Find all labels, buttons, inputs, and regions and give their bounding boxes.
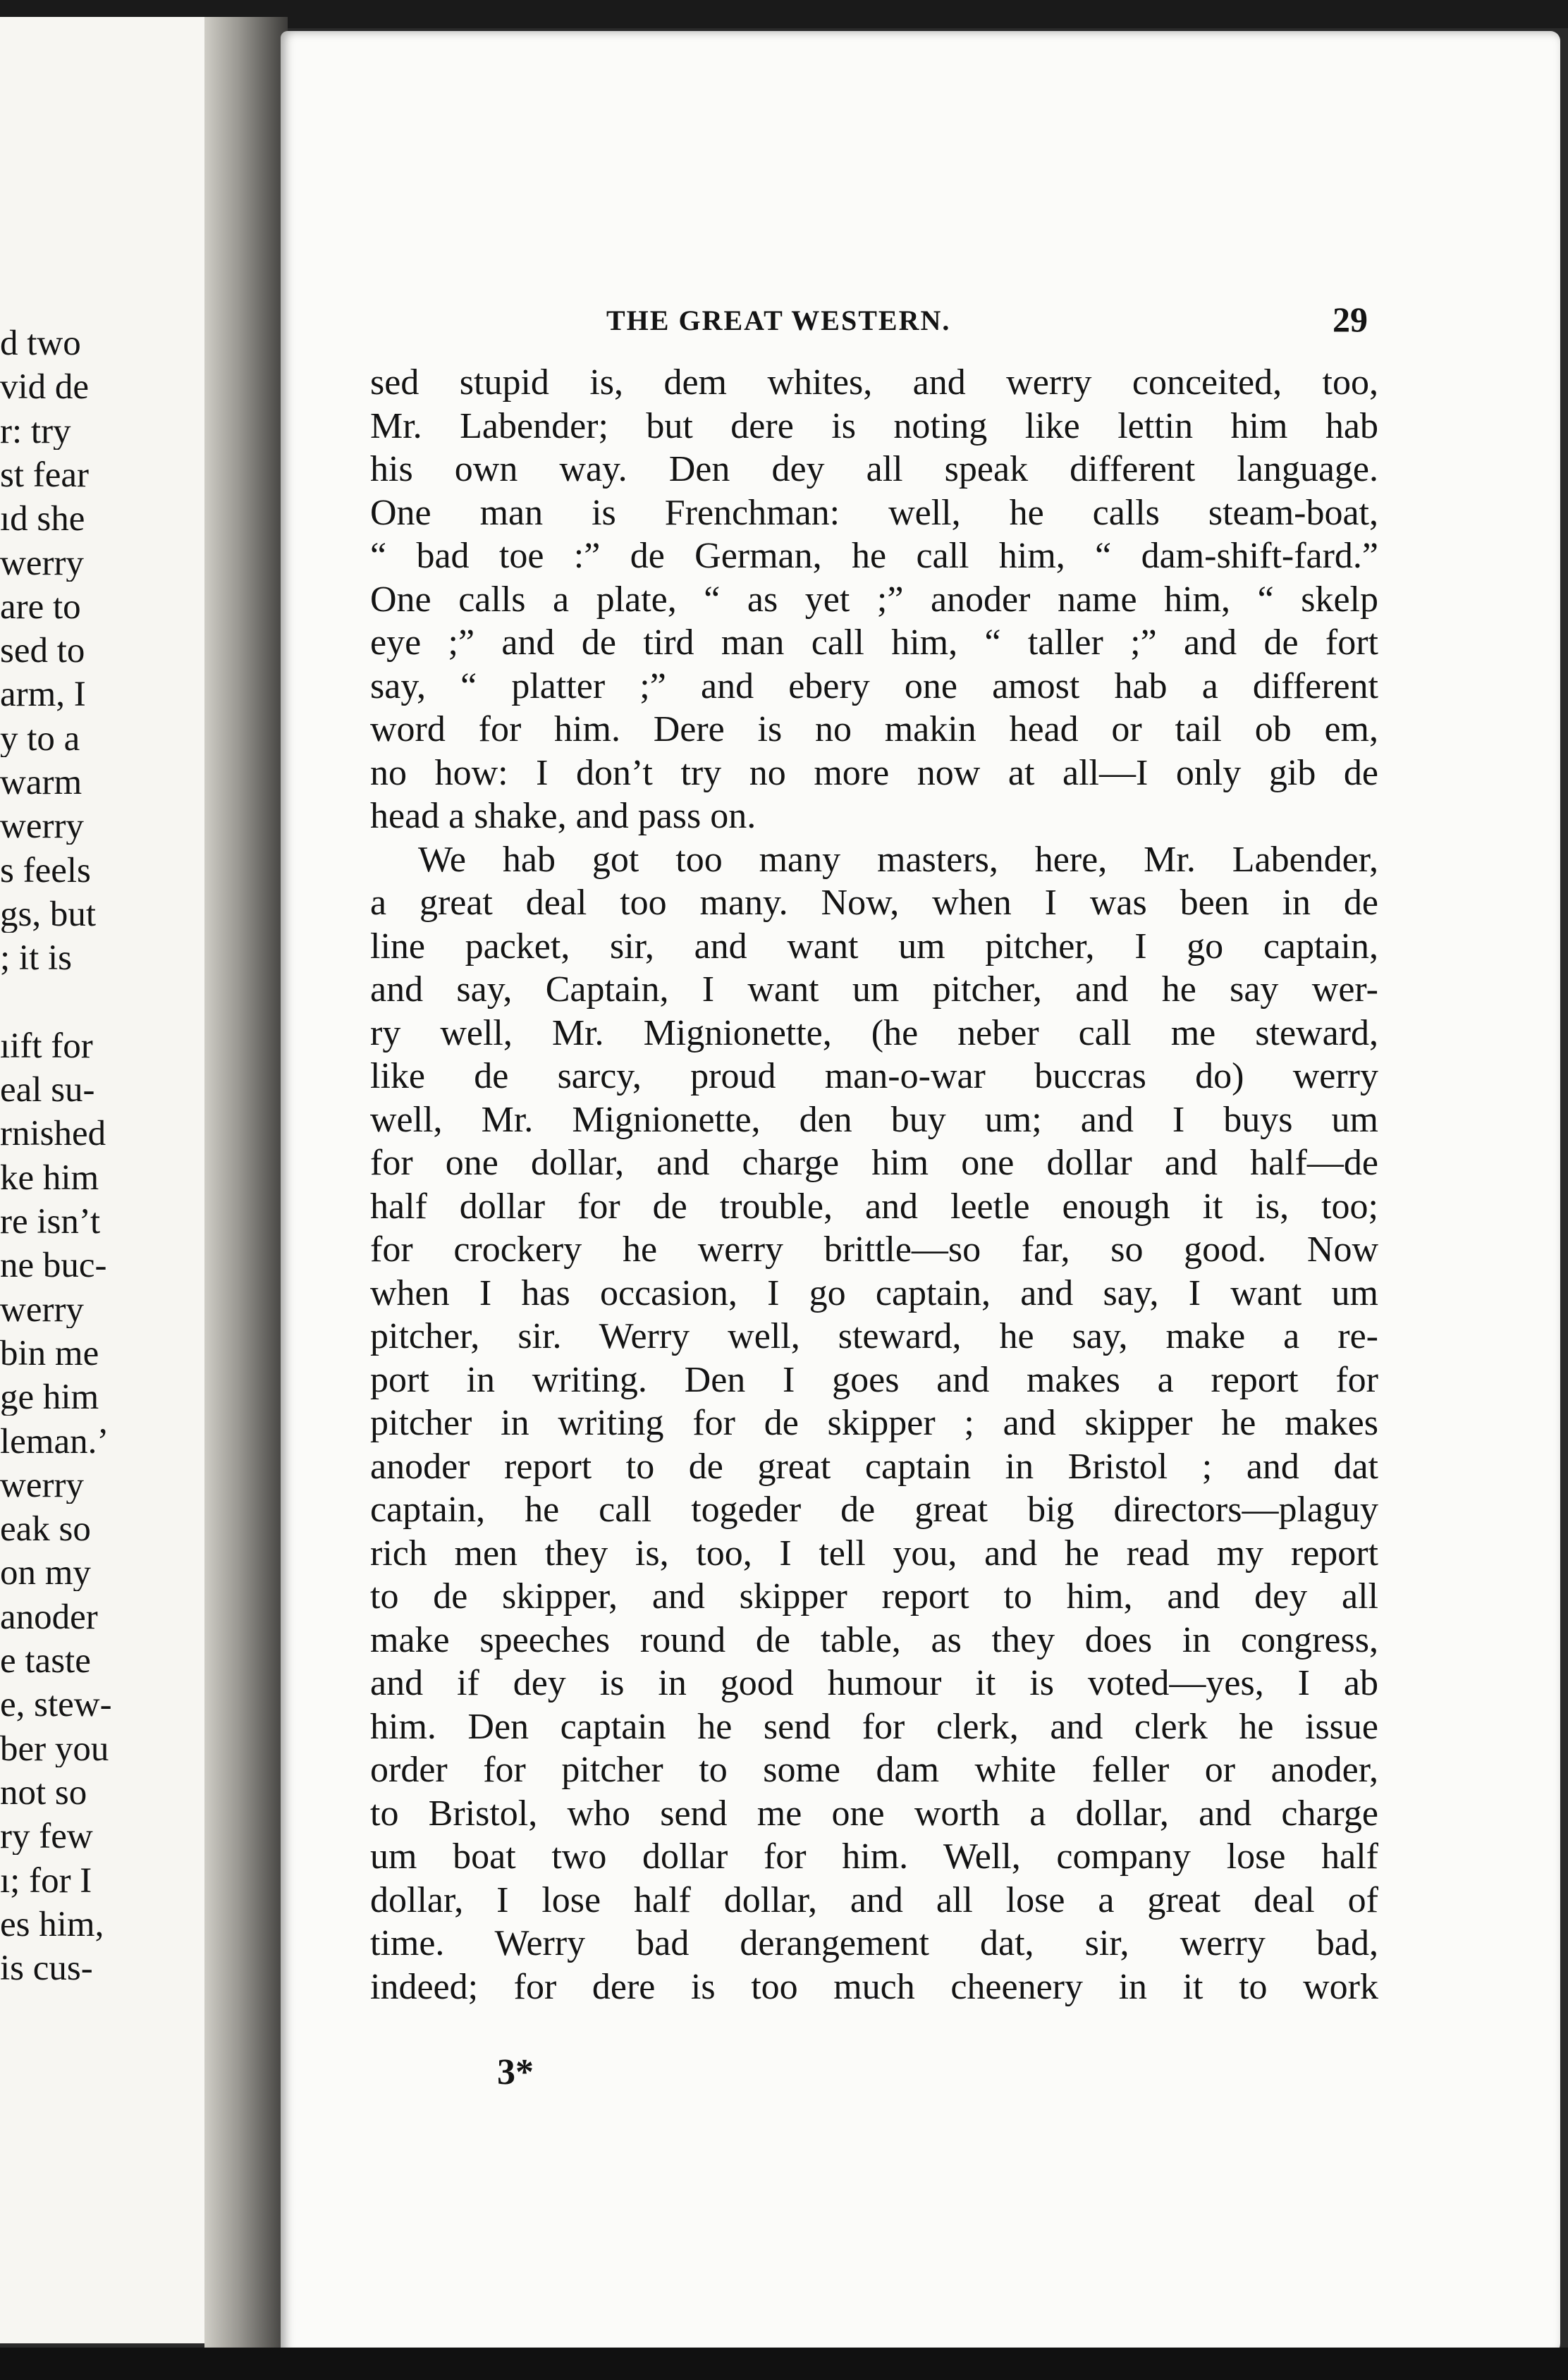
facing-page-line: ıift for [0, 1028, 93, 1065]
text-line: and if dey is in good humour it is voted—yes, I ab [370, 1663, 1378, 1703]
signature-mark: 3* [497, 2052, 534, 2092]
text-line: well, Mr. Mignionette, den buy um; and I buys um [370, 1099, 1378, 1140]
facing-page [0, 17, 212, 2343]
facing-page-line: vid de [0, 369, 90, 406]
facing-page-line: ke him [0, 1160, 99, 1196]
text-line: no how: I don’t try no more now at all—I only gib de [370, 752, 1378, 793]
facing-page-line: eal su- [0, 1072, 95, 1109]
text-line: pitcher, sir. Werry well, steward, he say, make a re- [370, 1316, 1378, 1356]
text-line: rich men they is, too, I tell you, and he read my report [370, 1533, 1378, 1574]
facing-page-line: ı; for I [0, 1863, 92, 1899]
facing-page-line: s feels [0, 852, 91, 889]
gutter-shadow [204, 17, 288, 2350]
facing-page-line: werry [0, 809, 84, 845]
text-line: half dollar for de trouble, and leetle enough it is, too; [370, 1186, 1378, 1227]
text-line: pitcher in writing for de skipper ; and skipper he makes [370, 1403, 1378, 1443]
text-line: make speeches round de table, as they does in congress, [370, 1619, 1378, 1660]
text-line: “ bad toe :” de German, he call him, “ dam-shift-fard.” [370, 536, 1378, 576]
facing-page-line: es him, [0, 1906, 104, 1943]
text-line: order for pitcher to some dam white feller or anoder, [370, 1750, 1378, 1790]
text-line: for one dollar, and charge him one dollar and half—de [370, 1143, 1378, 1183]
facing-page-line: on my [0, 1555, 91, 1592]
text-line: like de sarcy, proud man-o-war buccras do) werry [370, 1056, 1378, 1096]
text-line: to de skipper, and skipper report to him, and dey all [370, 1576, 1378, 1617]
facing-page-line: d two [0, 326, 81, 362]
facing-page-line: werry [0, 1467, 84, 1504]
text-line: him. Den captain he send for clerk, and clerk he issue [370, 1706, 1378, 1747]
facing-page-line: bin me [0, 1335, 99, 1372]
facing-page-line: ne buc- [0, 1248, 107, 1284]
facing-page-line: y to a [0, 720, 80, 757]
facing-page-line: werry [0, 545, 84, 582]
text-line: say, “ platter ;” and ebery one amost hab a different [370, 665, 1378, 706]
facing-page-line: anoder [0, 1599, 98, 1636]
text-line: word for him. Dere is no makin head or tail ob em, [370, 709, 1378, 749]
text-line: eye ;” and de tird man call him, “ taller ;” and de fort [370, 622, 1378, 663]
facing-page-line: eak so [0, 1511, 91, 1548]
facing-page-line: is cus- [0, 1951, 93, 1987]
text-line: We hab got too many masters, here, Mr. Labender, [418, 839, 1378, 880]
text-line: dollar, I lose half dollar, and all lose a great deal of [370, 1879, 1378, 1920]
text-line: line packet, sir, and want um pitcher, I go captain, [370, 926, 1378, 967]
text-line: time. Werry bad derangement dat, sir, werry bad, [370, 1923, 1378, 1963]
facing-page-line: are to [0, 589, 81, 625]
facing-page-line: ıd she [0, 501, 85, 538]
facing-page-line: e taste [0, 1643, 91, 1679]
facing-page-line: ry few [0, 1819, 93, 1855]
text-line: captain, he call togeder de great big directors—plaguy [370, 1490, 1378, 1530]
facing-page-line: not so [0, 1774, 87, 1811]
text-line: indeed; for dere is too much cheenery in it to work [370, 1966, 1378, 2007]
facing-page-line: gs, but [0, 896, 97, 933]
text-line: head a shake, and pass on. [370, 796, 757, 836]
facing-page-line: leman.’ [0, 1423, 109, 1460]
text-line: One man is Frenchman: well, he calls steam-boat, [370, 492, 1378, 533]
body-text [370, 361, 1378, 2008]
text-line: to Bristol, who send me one worth a dollar, and charge [370, 1793, 1378, 1834]
facing-page-line: warm [0, 765, 82, 801]
page-number: 29 [1333, 300, 1368, 339]
facing-page-line: st fear [0, 457, 90, 493]
text-line: a great deal too many. Now, when I was been in de [370, 883, 1378, 923]
text-line: One calls a plate, “ as yet ;” anoder name him, “ skelp [370, 579, 1378, 620]
text-line: and say, Captain, I want um pitcher, and he say wer- [370, 969, 1378, 1010]
facing-page-line: r: try [0, 413, 71, 450]
facing-page-line: werry [0, 1292, 84, 1328]
text-line: anoder report to de great captain in Bristol ; and dat [370, 1446, 1378, 1487]
text-line: sed stupid is, dem whites, and werry conceited, too, [370, 362, 1378, 403]
facing-page-line: ge him [0, 1380, 99, 1416]
facing-page-line: re isn’t [0, 1204, 101, 1240]
facing-page-line: sed to [0, 633, 85, 670]
text-line: when I has occasion, I go captain, and say, I want um [370, 1272, 1378, 1313]
running-head: THE GREAT WESTERN. [606, 305, 951, 336]
facing-page-line: ; it is [0, 940, 73, 977]
facing-page-line: rnished [0, 1116, 106, 1153]
text-line: port in writing. Den I goes and makes a report for [370, 1359, 1378, 1400]
facing-page-line: e, stew- [0, 1687, 112, 1724]
text-line: his own way. Den dey all speak different language. [370, 449, 1378, 489]
text-line: Mr. Labender; but dere is noting like lettin him hab [370, 405, 1378, 446]
text-line: um boat two dollar for him. Well, company lose half [370, 1836, 1378, 1877]
scan-bottom-edge [0, 2348, 1568, 2380]
text-line: ry well, Mr. Mignionette, (he neber call me steward, [370, 1012, 1378, 1053]
text-line: for crockery he werry brittle—so far, so good. Now [370, 1229, 1378, 1270]
facing-page-line: arm, I [0, 677, 86, 713]
facing-page-line: ber you [0, 1731, 109, 1767]
